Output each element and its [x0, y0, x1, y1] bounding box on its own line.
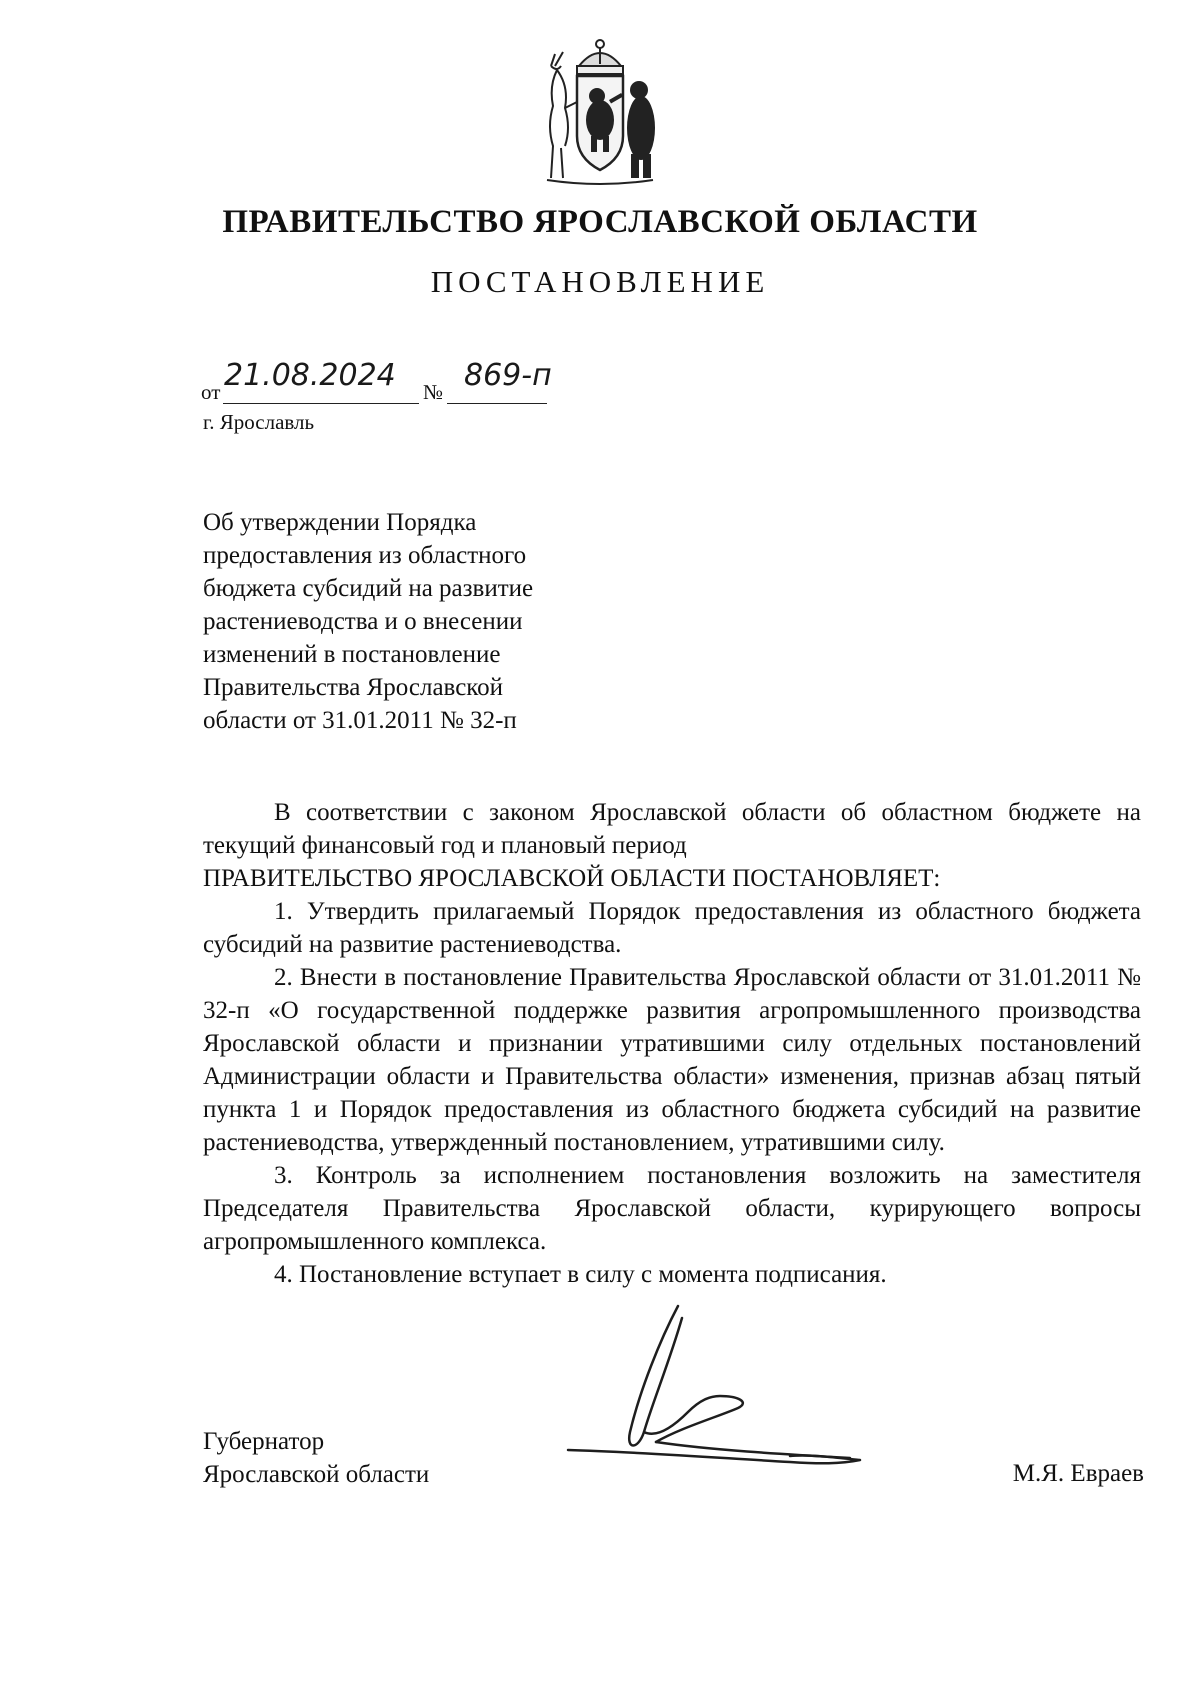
document-number: 869-п: [464, 358, 552, 393]
position-line: Губернатор: [203, 1428, 325, 1455]
document-type: ПОСТАНОВЛЕНИЕ: [430, 264, 770, 299]
subject-line: Правительства Ярославской: [203, 674, 504, 701]
signatory-position: [203, 1425, 429, 1491]
document-body: [203, 796, 1141, 1291]
body-item: 4. Постановление вступает в силу с момента подписания.: [274, 1261, 887, 1288]
organization-title: ПРАВИТЕЛЬСТВО ЯРОСЛАВСКОЙ ОБЛАСТИ: [222, 204, 978, 240]
preamble: В соответствии с законом Ярославской области об областном бюджете на текущий финансовый год и плановый период: [203, 799, 1141, 859]
document-date: 21.08.2024: [224, 358, 396, 393]
body-item: 2. Внести в постановление Правительства Ярославской области от 31.01.2011 № 32-п «О государственной поддержке развития агропромышленного производства Ярославской области и признании утратившими силу отдельных постановлений Администрации области и Правительства области» изменения, признав абзац пятый пункта 1 и Порядок предоставления из областного бюджета субсидий на развитие растениеводства, утвержденный постановлением, утратившими силу.: [203, 964, 1141, 1156]
date-underline: [223, 403, 419, 404]
date-prefix: от: [201, 380, 221, 404]
document-subject: [203, 506, 623, 737]
subject-line: растениеводства и о внесении: [203, 608, 523, 635]
number-prefix: №: [423, 380, 444, 404]
body-item: 3. Контроль за исполнением постановления возложить на заместителя Председателя Правительства Ярославской области, курирующего вопросы агропромышленного комплекса.: [203, 1162, 1141, 1255]
subject-line: бюджета субсидий на развитие: [203, 575, 534, 602]
resolution-phrase: ПРАВИТЕЛЬСТВО ЯРОСЛАВСКОЙ ОБЛАСТИ ПОСТАНОВЛЯЕТ:: [203, 865, 941, 892]
subject-line: Об утверждении Порядка: [203, 509, 477, 536]
body-item: 1. Утвердить прилагаемый Порядок предоставления из областного бюджета субсидий на развитие растениеводства.: [203, 898, 1141, 958]
subject-line: изменений в постановление: [203, 641, 501, 668]
handwritten-signature: [560, 1300, 940, 1480]
subject-line: области от 31.01.2011 № 32-п: [203, 707, 517, 734]
city: г. Ярославль: [203, 410, 315, 434]
coat-of-arms-emblem: [537, 36, 663, 188]
number-underline: [447, 403, 547, 404]
position-line: Ярославской области: [203, 1461, 430, 1488]
subject-line: предоставления из областного: [203, 542, 527, 569]
signatory-name: М.Я. Евраев: [1012, 1460, 1144, 1487]
